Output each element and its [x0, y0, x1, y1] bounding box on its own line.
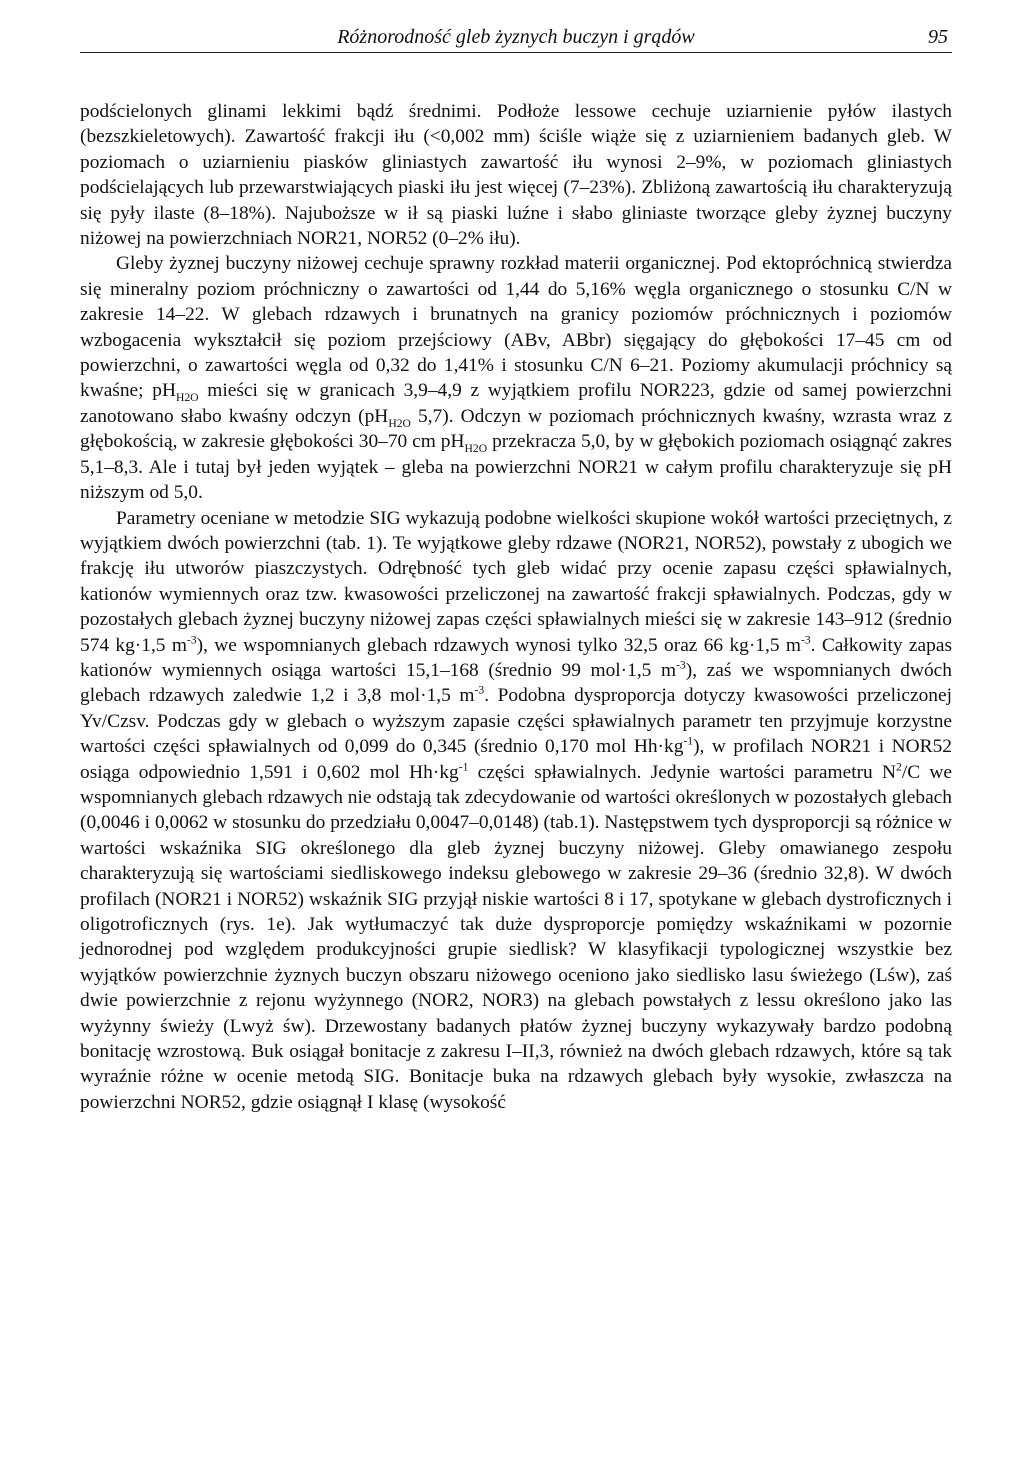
unit-superscript: -3: [186, 633, 197, 647]
paragraph-2-text: 5,7). Odczyn w poziomach próchnicznych kwaśny, wzrasta wraz z głębokością, w zakresie głębokości 30–70 cm pH: [80, 405, 953, 453]
unit-superscript: 2: [896, 760, 902, 774]
body-text: [80, 99, 952, 1115]
paragraph-3-text: części spławialnych. Jedynie wartości parametru N: [468, 761, 897, 783]
paragraph-3-text: ), w profilach NOR21 i NOR52 osiąga odpowiednio 1,591 i 0,602 mol Hh·kg: [80, 736, 952, 783]
paragraph-3-text: /C we wspomnianych glebach rdzawych nie odstają tak zdecydowanie od wartości określonych w pozostałych glebach (0,0046 i 0,0062 w stosunku do przedziału 0,0047–0,0148) (tab.1). Następstwem tych dysproporcji są różnice w wartości wskaźnika SIG określonego dla gleb żyznej buczyny niżowej. Gleby omawianego zespołu charakteryzują się wartościami siedliskowego indeksu glebowego w zakresie 29–36 (średnio 32,8). W dwóch profilach (NOR21 i NOR52) wskaźnik SIG przyjął niskie wartości 8 i 17, spotykane w glebach dystroficznych i oligotroficznych (rys. 1e). Jak wytłumaczyć tak duże dysproporcje pomiędzy wskaźnikami w pozornie jednorodnej pod względem produkcyjności grupie siedlisk? W klasyfikacji typologicznej wszystkie bez wyjątków powierzchnie żyznych buczyn obszaru niżowego oceniono jako siedlisko lasu świeżego (Lśw), zaś dwie powierzchnie z rejonu wyżynnego (NOR2, NOR3) na glebach powstałych z lessu określono jako las wyżynny świeży (Lwyż św). Drzewostany badanych płatów żyznej buczyny wykazywały bardzo podobną bonitację wzrostową. Buk osiągał bonitacje z zakresu I–II,3, również na dwóch glebach rdzawych, które są tak wyraźnie różne w ocenie metodą SIG. Bonitacje buka na rdzawych glebach były wysokie, zwłaszcza na powierzchni NOR52, gdzie osiągnął I klasę (wysokość: [80, 761, 953, 1113]
unit-superscript: -3: [474, 683, 485, 697]
paragraph-3-text: . Podobna dysproporcja dotyczy kwasowości przeliczonej Yv/Czsv. Podczas gdy w glebach o wyższym zapasie części spławialnych parametr ten przyjmuje korzystne wartości części spławialnych od 0,099 do 0,345 (średnio 0,170 mol Hh·kg: [80, 685, 952, 758]
unit-superscript: -1: [683, 734, 694, 748]
running-title: Różnorodność gleb żyznych buczyn i grądów: [337, 26, 695, 48]
page-number: 95: [928, 26, 948, 48]
paragraph-3: [80, 506, 952, 1116]
paragraph-3-text: . Całkowity zapas kationów wymiennych osiąga wartości 15,1–168 (średnio 99 mol·1,5 m: [80, 634, 952, 681]
paragraph-1: [80, 99, 952, 251]
ph-subscript: H2O: [175, 391, 199, 405]
paragraph-1-text: podścielonych glinami lekkimi bądź średnimi. Podłoże lessowe cechuje uziarnienie pyłów ilastych (bezszkieletowych). Zawartość frakcji iłu (<0,002 mm) ściśle wiąże się z uziarnieniem badanych gleb. W poziomach o uziarnieniu piasków gliniastych zawartość iłu wynosi 2–9%, w poziomach gliniastych podścielających lub przewarstwiających piaski iłu jest więcej (7–23%). Zbliżoną zawartością iłu charakteryzują się pyły ilaste (8–18%). Najuboższe w ił są piaski luźne i słabo gliniaste tworzące gleby żyznej buczyny niżowej na powierzchniach NOR21, NOR52 (0–2% iłu).: [80, 101, 952, 250]
paragraph-2-text: Gleby żyznej buczyny niżowej cechuje sprawny rozkład materii organicznej. Pod ektopróchnicą stwierdza się mineralny poziom próchniczny o zawartości od 1,44 do 5,16% węgla organicznego o stosunku C/N w zakresie 14–22. W glebach rdzawych i brunatnych na granicy poziomów próchnicznych i poziomów wzbogacenia wykształcił się poziom przejściowy (ABv, ABbr) sięgający do głębokości 17–45 cm od powierzchni, o zawartości węgla od 0,32 do 1,41% i stosunku C/N 6–21. Poziomy akumulacji próchnicy są kwaśne; pH: [80, 253, 952, 402]
ph-subscript: H2O: [464, 442, 488, 456]
ph-subscript: H2O: [388, 416, 411, 430]
paragraph-3-text: ), zaś we wspomnianych dwóch glebach rdzawych zaledwie 1,2 i 3,8 mol·1,5 m: [80, 659, 952, 707]
paragraph-2-text: przekracza 5,0, by w głębokich poziomach osiągnąć zakres 5,1–8,3. Ale i tutaj był jeden wyjątek – gleba na powierzchni NOR21 w całym profilu charakteryzuje się pH niższym od 5,0.: [80, 431, 952, 504]
running-head: [80, 22, 952, 53]
unit-superscript: -1: [458, 760, 469, 774]
paragraph-2: [80, 251, 952, 505]
paragraph-3-text: ), we wspomnianych glebach rdzawych wynosi tylko 32,5 oraz 66 kg·1,5 m: [196, 634, 801, 656]
paragraph-3-text: Parametry oceniane w metodzie SIG wykazują podobne wielkości skupione wokół wartości przeciętnych, z wyjątkiem dwóch powierzchni (tab. 1). Te wyjątkowe gleby rdzawe (NOR21, NOR52), powstały z ubogich we frakcję iłu utworów piaszczystych. Odrębność tych gleb widać przy ocenie zapasu części spławialnych, kationów wymiennych oraz tzw. kwasowości przeliczonej na zawartość frakcji spławialnych. Podczas, gdy w pozostałych glebach żyznej buczyny niżowej zapas części spławialnych mieści się w zakresie 143–912 (średnio 574 kg·1,5 m: [80, 507, 952, 656]
page: [80, 22, 952, 1115]
paragraph-2-text: mieści się w granicach 3,9–4,9 z wyjątkiem profilu NOR223, gdzie od samej powierzchni zanotowano słabo kwaśny odczyn (pH: [80, 380, 952, 427]
unit-superscript: -3: [676, 658, 686, 672]
unit-superscript: -3: [800, 633, 811, 647]
